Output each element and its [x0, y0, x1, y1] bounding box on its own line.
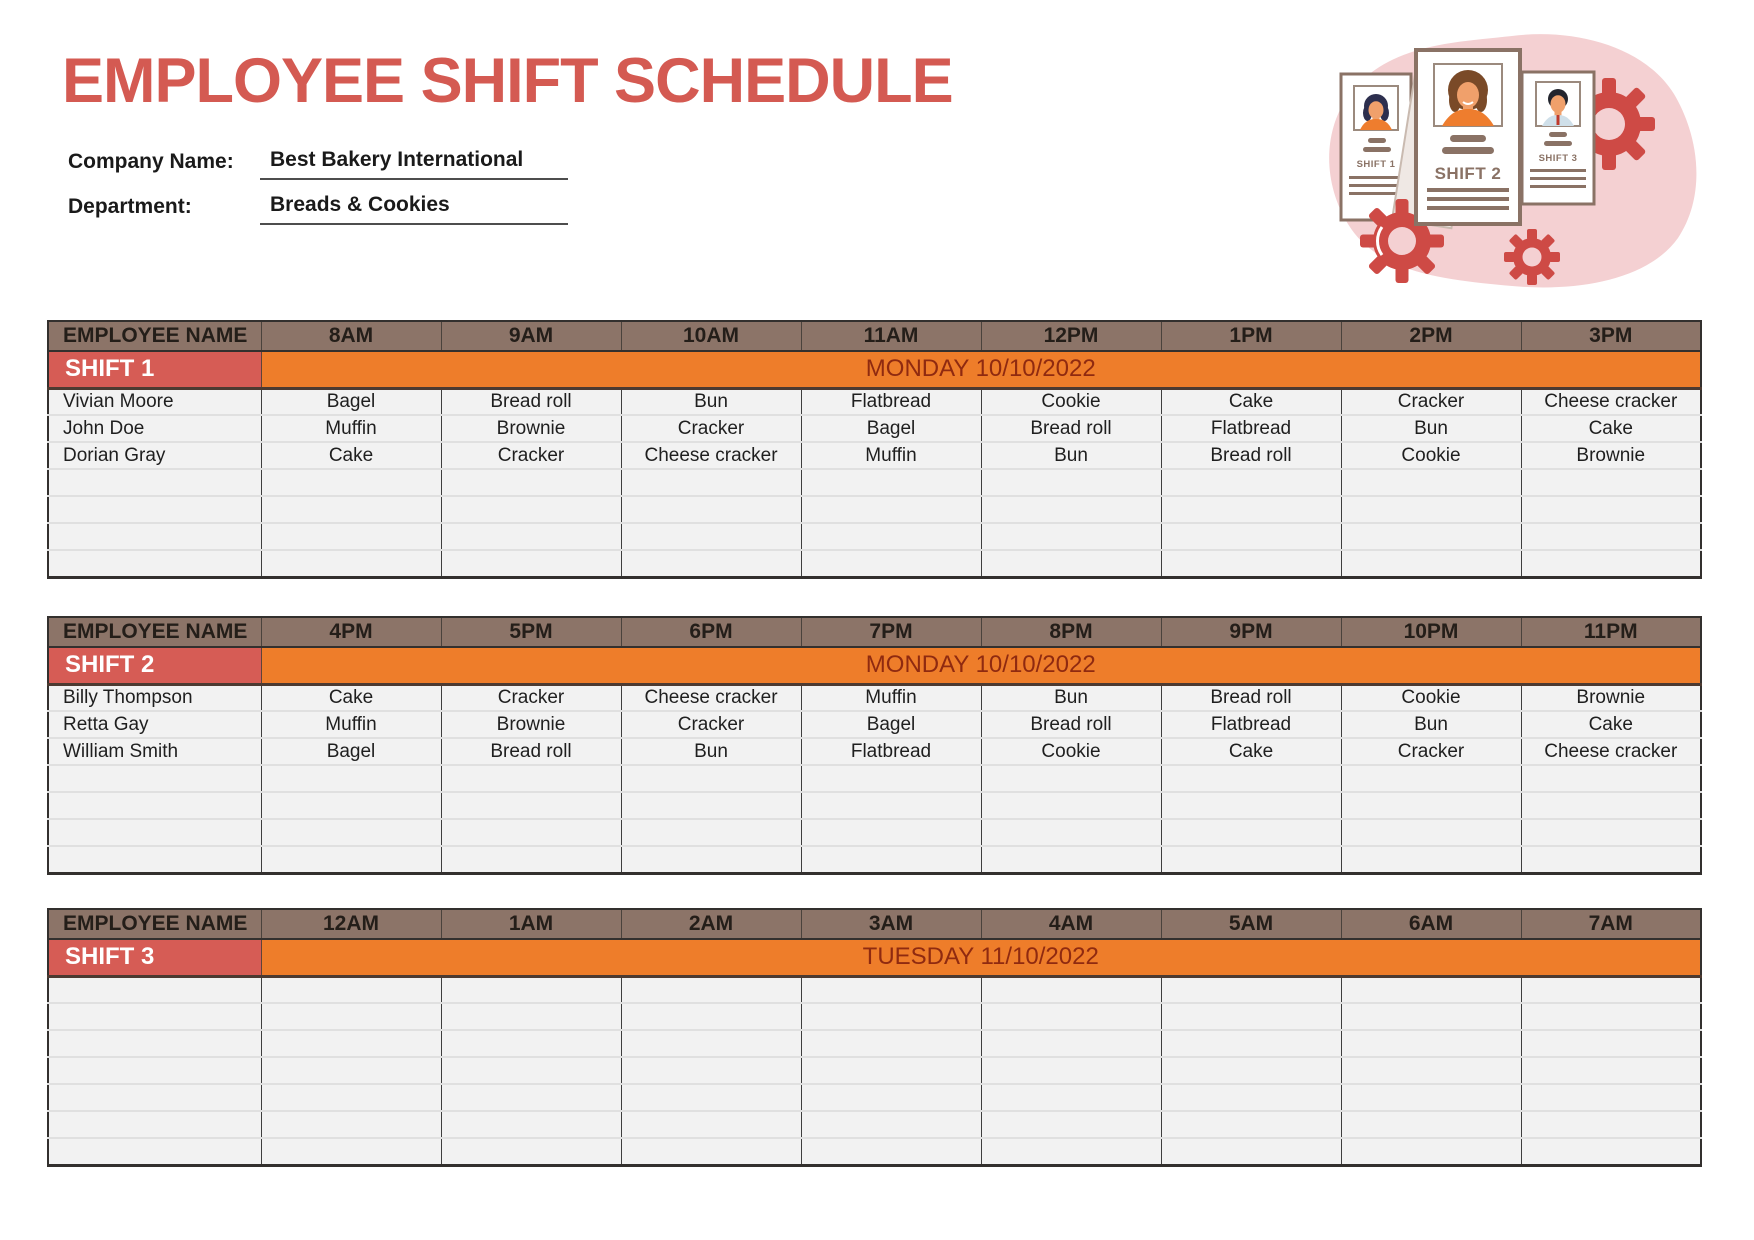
task-cell[interactable]: [981, 1030, 1161, 1057]
task-cell[interactable]: [1521, 1111, 1701, 1138]
task-cell[interactable]: Cake: [1521, 711, 1701, 738]
task-cell[interactable]: [801, 846, 981, 873]
task-cell[interactable]: [441, 1030, 621, 1057]
task-cell[interactable]: [1521, 1003, 1701, 1030]
task-cell[interactable]: [261, 550, 441, 577]
task-cell[interactable]: Flatbread: [801, 388, 981, 415]
task-cell[interactable]: Muffin: [801, 442, 981, 469]
task-cell[interactable]: [261, 819, 441, 846]
task-cell[interactable]: [981, 1003, 1161, 1030]
shift-table-wrapper-3: [47, 908, 1702, 1167]
table-row-empty: [48, 765, 1701, 792]
task-cell[interactable]: [1521, 1030, 1701, 1057]
task-cell[interactable]: Cracker: [621, 415, 801, 442]
task-cell[interactable]: Cookie: [981, 738, 1161, 765]
table-row-empty: [48, 1138, 1701, 1165]
task-cell[interactable]: [1521, 550, 1701, 577]
task-cell[interactable]: [1341, 550, 1521, 577]
task-cell[interactable]: Cake: [1161, 388, 1341, 415]
table-row-empty: [48, 523, 1701, 550]
task-cell[interactable]: [441, 1084, 621, 1111]
table-row-empty: [48, 1111, 1701, 1138]
task-cell[interactable]: Bread roll: [441, 388, 621, 415]
task-cell[interactable]: Cheese cracker: [1521, 738, 1701, 765]
task-cell[interactable]: [261, 792, 441, 819]
task-cell[interactable]: [801, 819, 981, 846]
task-cell[interactable]: [981, 846, 1161, 873]
employee-name-cell[interactable]: [48, 765, 261, 792]
table-row-empty: [48, 550, 1701, 577]
task-cell[interactable]: [801, 523, 981, 550]
shift-table-2: [47, 616, 1702, 875]
task-cell[interactable]: Bagel: [801, 711, 981, 738]
time-header: 1AM: [441, 909, 621, 939]
task-cell[interactable]: [261, 469, 441, 496]
task-cell[interactable]: [261, 846, 441, 873]
time-header: 6PM: [621, 617, 801, 647]
task-cell[interactable]: [1341, 1003, 1521, 1030]
task-cell[interactable]: Bread roll: [441, 738, 621, 765]
task-cell[interactable]: [621, 469, 801, 496]
task-cell[interactable]: [621, 1138, 801, 1165]
employee-name-cell[interactable]: [48, 846, 261, 873]
table-row-empty: [48, 976, 1701, 1003]
task-cell[interactable]: [261, 496, 441, 523]
card-label-shift-1: SHIFT 1: [1356, 159, 1396, 170]
task-cell[interactable]: [261, 1003, 441, 1030]
task-cell[interactable]: Bagel: [801, 415, 981, 442]
task-cell[interactable]: [1341, 1111, 1521, 1138]
table-row-empty: [48, 846, 1701, 873]
employee-name-header: EMPLOYEE NAME: [48, 321, 261, 351]
time-header: 3AM: [801, 909, 981, 939]
task-cell[interactable]: [981, 496, 1161, 523]
task-cell[interactable]: [621, 976, 801, 1003]
task-cell[interactable]: [1341, 1138, 1521, 1165]
table-row: [48, 738, 1701, 765]
task-cell[interactable]: Cake: [1161, 738, 1341, 765]
time-header: 4AM: [981, 909, 1161, 939]
time-header: 9AM: [441, 321, 621, 351]
employee-name-header: EMPLOYEE NAME: [48, 909, 261, 939]
shift-label-cell: SHIFT 1: [48, 351, 261, 388]
task-cell[interactable]: [621, 765, 801, 792]
task-cell[interactable]: [441, 1003, 621, 1030]
task-cell[interactable]: Bread roll: [1161, 684, 1341, 711]
task-cell[interactable]: [981, 1084, 1161, 1111]
time-header: 11PM: [1521, 617, 1701, 647]
task-cell[interactable]: [621, 550, 801, 577]
task-cell[interactable]: [981, 976, 1161, 1003]
meta-block: [68, 148, 568, 238]
table-row: [48, 415, 1701, 442]
shift-label-cell: SHIFT 2: [48, 647, 261, 684]
task-cell[interactable]: Cheese cracker: [621, 684, 801, 711]
task-cell[interactable]: [261, 976, 441, 1003]
shift-table-wrapper-2: [47, 616, 1702, 875]
task-cell[interactable]: [801, 792, 981, 819]
table-row: [48, 388, 1701, 415]
task-cell[interactable]: [1341, 765, 1521, 792]
task-cell[interactable]: Flatbread: [801, 738, 981, 765]
task-cell[interactable]: [1161, 469, 1341, 496]
task-cell[interactable]: [621, 496, 801, 523]
task-cell[interactable]: Cake: [261, 684, 441, 711]
task-cell[interactable]: [1161, 1084, 1341, 1111]
task-cell[interactable]: Cake: [1521, 415, 1701, 442]
id-card-shift-3: [1522, 72, 1594, 204]
time-header: 10PM: [1341, 617, 1521, 647]
task-cell[interactable]: [1341, 819, 1521, 846]
shift-label-cell: SHIFT 3: [48, 939, 261, 976]
time-header: 1PM: [1161, 321, 1341, 351]
task-cell[interactable]: [1341, 469, 1521, 496]
task-cell[interactable]: Cookie: [1341, 684, 1521, 711]
time-header: 9PM: [1161, 617, 1341, 647]
department-row: [68, 193, 568, 225]
task-cell[interactable]: [801, 1084, 981, 1111]
task-cell[interactable]: [441, 1111, 621, 1138]
task-cell[interactable]: [981, 469, 1161, 496]
task-cell[interactable]: [1341, 792, 1521, 819]
table-row-empty: [48, 496, 1701, 523]
company-name-label: Company Name:: [68, 150, 234, 173]
task-cell[interactable]: [441, 765, 621, 792]
time-header: 6AM: [1341, 909, 1521, 939]
task-cell[interactable]: [1521, 1084, 1701, 1111]
task-cell[interactable]: Bun: [1341, 415, 1521, 442]
task-cell[interactable]: [441, 1057, 621, 1084]
time-header: 2AM: [621, 909, 801, 939]
table-row: [48, 684, 1701, 711]
card-label-shift-3: SHIFT 3: [1538, 153, 1578, 164]
employee-name-cell[interactable]: Dorian Gray: [48, 442, 261, 469]
task-cell[interactable]: Cracker: [621, 711, 801, 738]
task-cell[interactable]: Cheese cracker: [621, 442, 801, 469]
task-cell[interactable]: Bun: [621, 388, 801, 415]
task-cell[interactable]: [1521, 1057, 1701, 1084]
employee-name-cell[interactable]: [48, 1030, 261, 1057]
company-name-row: [68, 148, 568, 180]
id-card-shift-2: [1416, 50, 1520, 224]
task-cell[interactable]: [1341, 976, 1521, 1003]
time-header: 8AM: [261, 321, 441, 351]
task-cell[interactable]: [1521, 976, 1701, 1003]
employee-name-cell[interactable]: [48, 792, 261, 819]
task-cell[interactable]: [1161, 1138, 1341, 1165]
employee-name-cell[interactable]: William Smith: [48, 738, 261, 765]
task-cell[interactable]: [801, 1057, 981, 1084]
task-cell[interactable]: Bun: [981, 442, 1161, 469]
task-cell[interactable]: [1341, 846, 1521, 873]
time-header: 2PM: [1341, 321, 1521, 351]
task-cell[interactable]: [1521, 819, 1701, 846]
task-cell[interactable]: [1341, 523, 1521, 550]
task-cell[interactable]: Cracker: [441, 442, 621, 469]
task-cell[interactable]: [1521, 846, 1701, 873]
employee-name-cell[interactable]: [48, 1084, 261, 1111]
task-cell[interactable]: Flatbread: [1161, 415, 1341, 442]
shift-date-cell: MONDAY 10/10/2022: [261, 647, 1701, 684]
task-cell[interactable]: Bun: [621, 738, 801, 765]
time-header: 7AM: [1521, 909, 1701, 939]
task-cell[interactable]: [1161, 1057, 1341, 1084]
employee-name-cell[interactable]: [48, 1003, 261, 1030]
employee-name-cell[interactable]: [48, 1138, 261, 1165]
task-cell[interactable]: [441, 819, 621, 846]
department-label: Department:: [68, 195, 192, 218]
task-cell[interactable]: [621, 819, 801, 846]
task-cell[interactable]: Bread roll: [981, 711, 1161, 738]
table-row: [48, 711, 1701, 738]
employee-name-cell[interactable]: [48, 523, 261, 550]
task-cell[interactable]: [1341, 496, 1521, 523]
employee-name-cell[interactable]: [48, 1057, 261, 1084]
task-cell[interactable]: [1161, 976, 1341, 1003]
task-cell[interactable]: [981, 1111, 1161, 1138]
task-cell[interactable]: [621, 1030, 801, 1057]
task-cell[interactable]: [621, 1111, 801, 1138]
task-cell[interactable]: [441, 976, 621, 1003]
task-cell[interactable]: [801, 765, 981, 792]
task-cell[interactable]: [1521, 469, 1701, 496]
employee-name-cell[interactable]: Billy Thompson: [48, 684, 261, 711]
task-cell[interactable]: [621, 523, 801, 550]
table-row-empty: [48, 1057, 1701, 1084]
task-cell[interactable]: [441, 550, 621, 577]
time-header: 5PM: [441, 617, 621, 647]
employee-name-cell[interactable]: [48, 819, 261, 846]
table-row-empty: [48, 792, 1701, 819]
company-name-value[interactable]: Best Bakery International: [260, 148, 568, 180]
task-cell[interactable]: [441, 846, 621, 873]
task-cell[interactable]: [441, 523, 621, 550]
task-cell[interactable]: [441, 792, 621, 819]
task-cell[interactable]: Bun: [981, 684, 1161, 711]
employee-name-cell[interactable]: John Doe: [48, 415, 261, 442]
task-cell[interactable]: [981, 523, 1161, 550]
task-cell[interactable]: Cracker: [441, 684, 621, 711]
employee-name-cell[interactable]: [48, 469, 261, 496]
time-header: 7PM: [801, 617, 981, 647]
table-row-empty: [48, 1003, 1701, 1030]
shift-table-1: [47, 320, 1702, 579]
table-row: [48, 442, 1701, 469]
task-cell[interactable]: [621, 792, 801, 819]
task-cell[interactable]: [981, 792, 1161, 819]
task-cell[interactable]: Muffin: [261, 415, 441, 442]
task-cell[interactable]: [441, 1138, 621, 1165]
task-cell[interactable]: Brownie: [1521, 684, 1701, 711]
task-cell[interactable]: Brownie: [441, 711, 621, 738]
employee-name-cell[interactable]: [48, 976, 261, 1003]
employee-name-cell[interactable]: [48, 496, 261, 523]
task-cell[interactable]: [621, 1057, 801, 1084]
task-cell[interactable]: [1341, 1030, 1521, 1057]
time-header: 12AM: [261, 909, 441, 939]
table-row-empty: [48, 1084, 1701, 1111]
task-cell[interactable]: Flatbread: [1161, 711, 1341, 738]
task-cell[interactable]: [621, 1084, 801, 1111]
task-cell[interactable]: Brownie: [1521, 442, 1701, 469]
task-cell[interactable]: [1521, 792, 1701, 819]
shift-table-wrapper-1: [47, 320, 1702, 579]
task-cell[interactable]: [981, 550, 1161, 577]
task-cell[interactable]: Cracker: [1341, 738, 1521, 765]
task-cell[interactable]: [981, 765, 1161, 792]
department-value[interactable]: Breads & Cookies: [260, 193, 568, 225]
task-cell[interactable]: [261, 765, 441, 792]
shift-table-3: [47, 908, 1702, 1167]
task-cell[interactable]: [621, 846, 801, 873]
task-cell[interactable]: Bread roll: [1161, 442, 1341, 469]
task-cell[interactable]: [801, 1003, 981, 1030]
time-header: 4PM: [261, 617, 441, 647]
employee-name-cell[interactable]: Vivian Moore: [48, 388, 261, 415]
task-cell[interactable]: Bagel: [261, 738, 441, 765]
task-cell[interactable]: [261, 523, 441, 550]
task-cell[interactable]: [261, 1084, 441, 1111]
shift-date-cell: TUESDAY 11/10/2022: [261, 939, 1701, 976]
task-cell[interactable]: [261, 1111, 441, 1138]
task-cell[interactable]: [1161, 1111, 1341, 1138]
task-cell[interactable]: [801, 976, 981, 1003]
task-cell[interactable]: [261, 1138, 441, 1165]
task-cell[interactable]: [981, 1138, 1161, 1165]
task-cell[interactable]: Brownie: [441, 415, 621, 442]
task-cell[interactable]: Bagel: [261, 388, 441, 415]
shift-cards-illustration: [1316, 28, 1708, 294]
task-cell[interactable]: [1161, 846, 1341, 873]
task-cell[interactable]: [261, 1057, 441, 1084]
task-cell[interactable]: [1521, 496, 1701, 523]
table-row-empty: [48, 1030, 1701, 1057]
task-cell[interactable]: [981, 1057, 1161, 1084]
task-cell[interactable]: [1521, 523, 1701, 550]
task-cell[interactable]: [621, 1003, 801, 1030]
time-header: 11AM: [801, 321, 981, 351]
page-title: EMPLOYEE SHIFT SCHEDULE: [62, 46, 953, 116]
task-cell[interactable]: Muffin: [261, 711, 441, 738]
time-header: 10AM: [621, 321, 801, 351]
task-cell[interactable]: Bun: [1341, 711, 1521, 738]
task-cell[interactable]: [801, 496, 981, 523]
task-cell[interactable]: [1161, 523, 1341, 550]
task-cell[interactable]: Cheese cracker: [1521, 388, 1701, 415]
task-cell[interactable]: [1161, 792, 1341, 819]
shift-date-cell: MONDAY 10/10/2022: [261, 351, 1701, 388]
task-cell[interactable]: Bread roll: [981, 415, 1161, 442]
task-cell[interactable]: [1161, 550, 1341, 577]
task-cell[interactable]: [261, 1030, 441, 1057]
time-header: 3PM: [1521, 321, 1701, 351]
task-cell[interactable]: [801, 1111, 981, 1138]
task-cell[interactable]: [1161, 765, 1341, 792]
employee-name-cell[interactable]: Retta Gay: [48, 711, 261, 738]
table-row-empty: [48, 469, 1701, 496]
task-cell[interactable]: [801, 550, 981, 577]
task-cell[interactable]: [1161, 1003, 1341, 1030]
task-cell[interactable]: [1341, 1084, 1521, 1111]
task-cell[interactable]: [1521, 765, 1701, 792]
task-cell[interactable]: [441, 496, 621, 523]
task-cell[interactable]: [1161, 819, 1341, 846]
task-cell[interactable]: Cracker: [1341, 388, 1521, 415]
employee-name-cell[interactable]: [48, 550, 261, 577]
card-label-shift-2: SHIFT 2: [1434, 164, 1502, 183]
task-cell[interactable]: [1341, 1057, 1521, 1084]
task-cell[interactable]: [1521, 1138, 1701, 1165]
time-header: 8PM: [981, 617, 1161, 647]
table-row-empty: [48, 819, 1701, 846]
time-header: 12PM: [981, 321, 1161, 351]
task-cell[interactable]: Cake: [261, 442, 441, 469]
task-cell[interactable]: [1161, 496, 1341, 523]
task-cell[interactable]: Muffin: [801, 684, 981, 711]
task-cell[interactable]: [1161, 1030, 1341, 1057]
task-cell[interactable]: Cookie: [981, 388, 1161, 415]
employee-name-cell[interactable]: [48, 1111, 261, 1138]
task-cell[interactable]: [441, 469, 621, 496]
task-cell[interactable]: [801, 1138, 981, 1165]
employee-name-header: EMPLOYEE NAME: [48, 617, 261, 647]
task-cell[interactable]: [801, 469, 981, 496]
task-cell[interactable]: [981, 819, 1161, 846]
task-cell[interactable]: Cookie: [1341, 442, 1521, 469]
time-header: 5AM: [1161, 909, 1341, 939]
task-cell[interactable]: [801, 1030, 981, 1057]
